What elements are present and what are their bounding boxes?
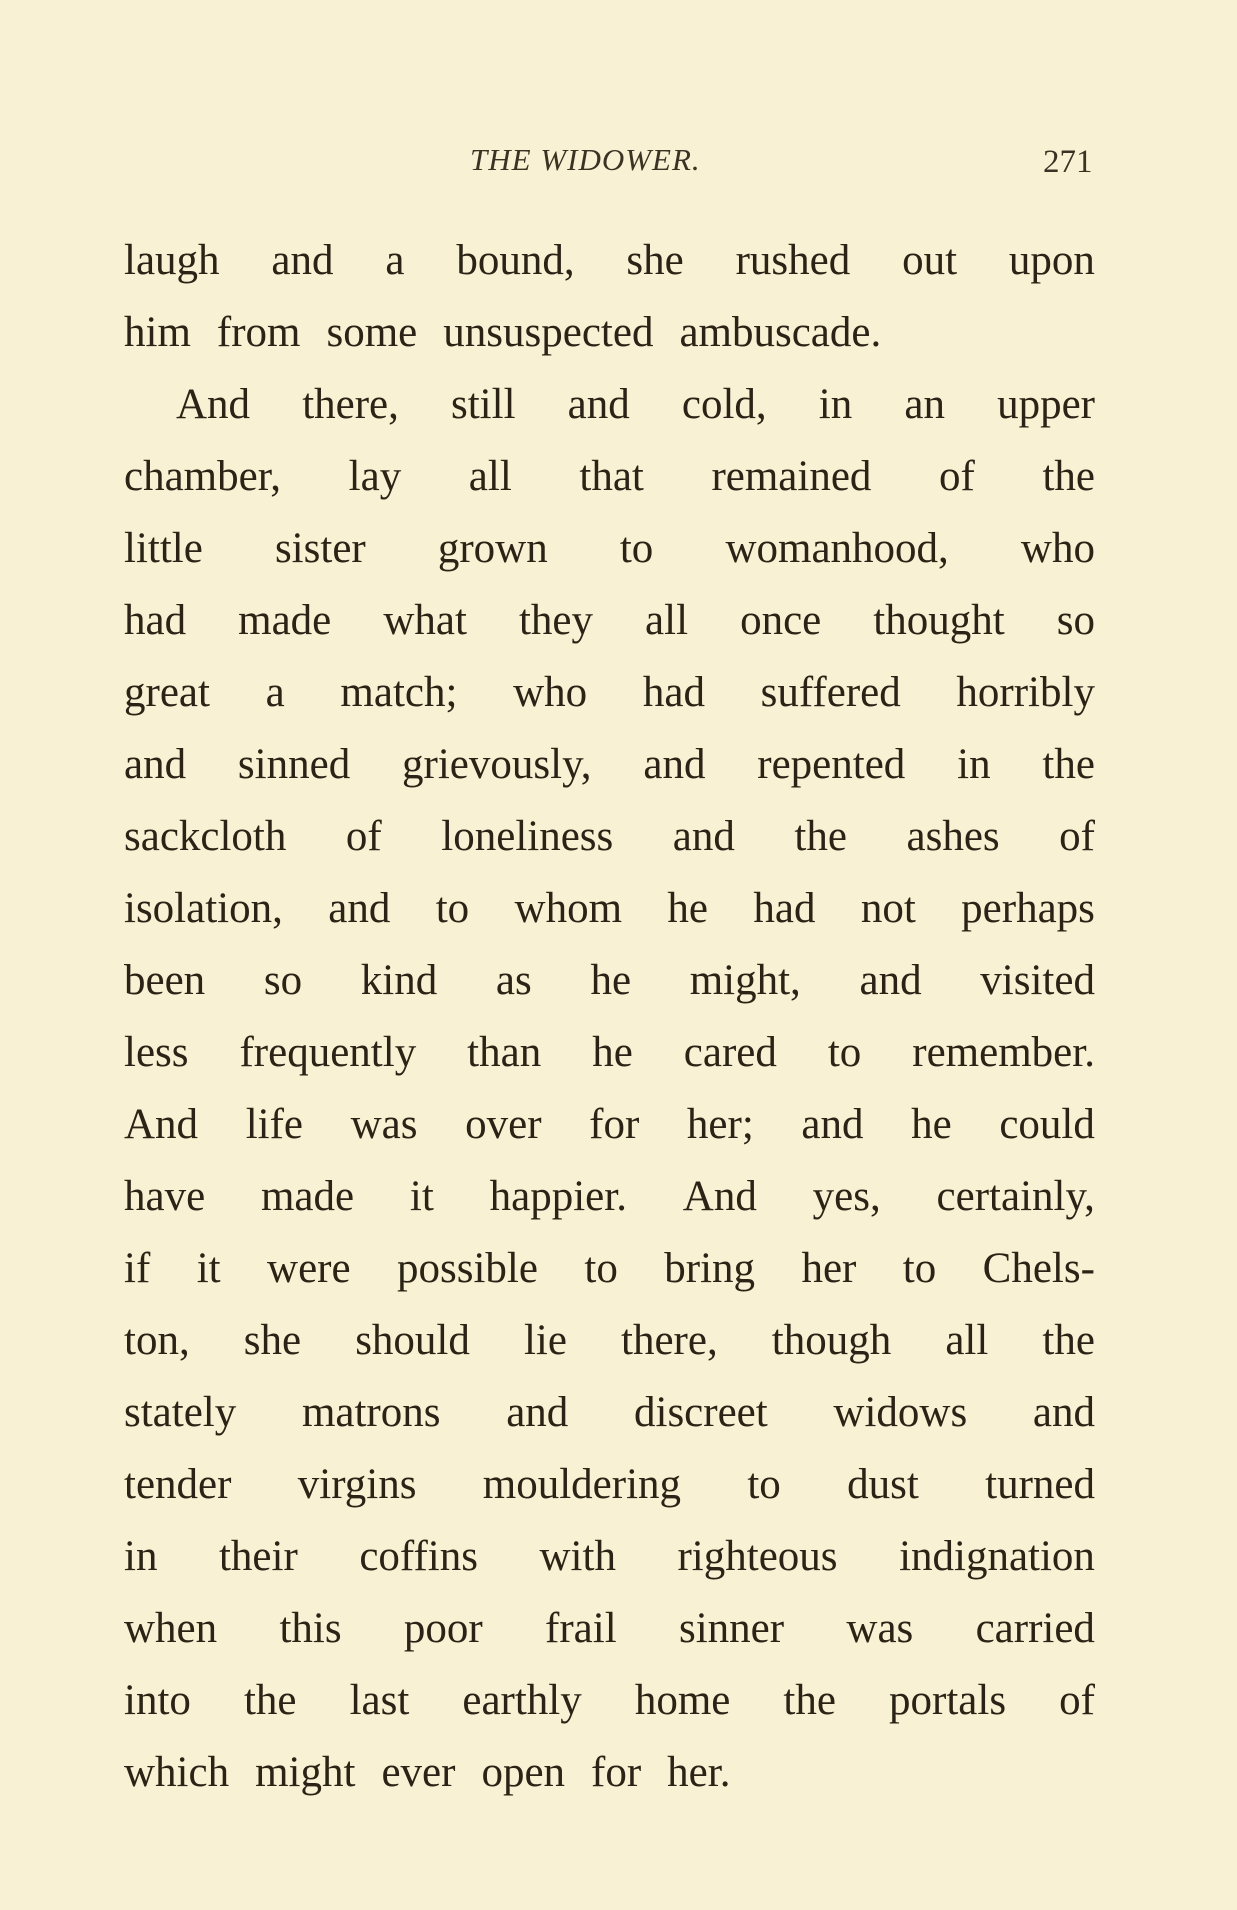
text-line [124,1233,1095,1305]
word: their [218,1533,298,1580]
text-line [124,1593,1095,1665]
word: it [196,1245,221,1292]
word: the [1042,453,1095,500]
word: lay [348,453,402,500]
word: her [801,1245,857,1292]
word: he [911,1101,952,1148]
word: isolation, [124,885,283,932]
word: laugh [124,237,220,284]
word: so [1056,597,1095,644]
word: she [626,237,684,284]
word: in [957,741,991,788]
word: And [682,1173,757,1220]
word: a [265,669,285,716]
word: she [243,1317,302,1364]
word: there, [621,1317,718,1364]
word: happier. [489,1173,627,1220]
word: possible [397,1245,538,1292]
word: indignation [899,1533,1095,1580]
word: earthly [462,1677,582,1724]
body-text [124,225,1095,1809]
text-line [124,1665,1095,1737]
word: for [589,1101,640,1148]
text-line [124,1305,1095,1377]
word: they [518,597,593,644]
text-line [124,945,1095,1017]
word: all [945,1317,989,1364]
word: bring [664,1245,756,1292]
word: to [747,1461,781,1508]
word: last [349,1677,410,1724]
word: portals [889,1677,1007,1724]
word: of [1059,813,1095,860]
text-line [124,1521,1095,1593]
word: to [584,1245,618,1292]
word: into [124,1677,191,1724]
word: if [124,1245,151,1292]
word: Chels- [982,1245,1095,1292]
word: rushed [735,237,851,284]
word: poor [403,1605,483,1652]
word: when [124,1605,218,1652]
word: bound, [456,237,575,284]
word: mouldering [482,1461,682,1508]
text-line [124,225,1095,297]
word: womanhood, [725,525,949,572]
text-line [124,441,1095,513]
word: dust [847,1461,919,1508]
word: ashes [906,813,1000,860]
word: for [591,1749,642,1796]
word: remember. [912,1029,1095,1076]
word: this [279,1605,342,1652]
word: than [467,1029,542,1076]
text-line [124,585,1095,657]
word: which [124,1749,230,1796]
word: And [176,381,251,428]
word: over [465,1101,542,1148]
word: her; [686,1101,754,1148]
word: he [590,957,632,1004]
word: with [539,1533,616,1580]
text-line [124,801,1095,873]
word: could [999,1101,1095,1148]
word: kind [360,957,438,1004]
word: he [592,1029,633,1076]
word: that [579,453,644,500]
word: sinned [237,741,351,788]
word: the [243,1677,297,1724]
text-line [124,657,1095,729]
word: should [355,1317,470,1364]
word: he [667,885,708,932]
word: made [238,597,332,644]
word: carried [975,1605,1095,1652]
word: frail [545,1605,617,1652]
word: might [255,1749,356,1796]
word: the [1042,741,1095,788]
word: cared [683,1029,777,1076]
word: unsuspected [443,309,654,356]
word: all [468,453,512,500]
word: was [350,1101,418,1148]
word: made [260,1173,355,1220]
word: an [904,381,945,428]
word: widows [833,1389,968,1436]
word: in [818,381,853,428]
word: remained [711,453,872,500]
word: to [902,1245,937,1292]
word: as [495,957,532,1004]
word: righteous [677,1533,838,1580]
word: were [267,1245,351,1292]
word: visited [980,957,1095,1004]
word: had [642,669,705,716]
word: sinner [678,1605,785,1652]
word: and [643,741,706,788]
text-line [124,297,1095,369]
word: a [385,237,405,284]
word: frequently [239,1029,417,1076]
text-line [124,1377,1095,1449]
word: and [859,957,922,1004]
text-line [124,1161,1095,1233]
word: the [783,1677,836,1724]
word: to [619,525,654,572]
word: of [939,453,975,500]
word: and [567,381,630,428]
word: grievously, [402,741,592,788]
word: loneliness [441,813,614,860]
word: once [740,597,822,644]
word: what [383,597,467,644]
word: tender [124,1461,232,1508]
word: have [124,1173,206,1220]
word: certainly, [936,1173,1095,1220]
word: though [771,1317,892,1364]
word: upper [997,381,1095,428]
running-head [0,142,1237,182]
word: had [753,885,816,932]
word: matrons [301,1389,441,1436]
word: suffered [760,669,901,716]
word: ever [381,1749,456,1796]
word: him [124,309,191,356]
word: virgins [297,1461,417,1508]
word: who [513,669,588,716]
word: home [634,1677,731,1724]
word: in [124,1533,158,1580]
word: little [124,525,203,572]
word: had [124,597,187,644]
page-number: 271 [1043,144,1093,180]
word: discreet [634,1389,768,1436]
text-line [124,729,1095,801]
word: out [902,237,958,284]
word: and [328,885,391,932]
word: ton, [124,1317,190,1364]
text-line [124,1017,1095,1089]
text-line [124,1449,1095,1521]
text-line [124,513,1095,585]
word: been [124,957,206,1004]
word: grown [437,525,548,572]
word: And [124,1101,199,1148]
text-line [124,873,1095,945]
word: thought [873,597,1005,644]
word: life [245,1101,303,1148]
word: match; [340,669,458,716]
word: great [124,669,210,716]
word: still [451,381,516,428]
word: of [345,813,382,860]
word: and [124,741,187,788]
word: whom [514,885,623,932]
word: and [801,1101,864,1148]
word: might, [689,957,801,1004]
word: and [506,1389,569,1436]
word: perhaps [961,885,1095,932]
word: the [1042,1317,1095,1364]
word: horribly [956,669,1095,716]
word: cold, [681,381,767,428]
word: and [672,813,735,860]
word: not [860,885,916,932]
word: so [263,957,303,1004]
running-title: THE WIDOWER. [470,142,701,177]
word: sackcloth [124,813,287,860]
word: stately [124,1389,237,1436]
word: from [216,309,301,356]
word: it [409,1173,434,1220]
word: repented [757,741,906,788]
word: of [1059,1677,1095,1724]
word: her. [667,1749,731,1796]
word: there, [302,381,399,428]
word: who [1020,525,1095,572]
word: to [827,1029,862,1076]
word: was [846,1605,914,1652]
word: yes, [812,1173,881,1220]
word: less [124,1029,189,1076]
word: lie [523,1317,567,1364]
word: and [271,237,334,284]
word: sister [274,525,366,572]
text-line [124,1737,1095,1809]
word: and [1032,1389,1095,1436]
word: some [326,309,418,356]
word: to [435,885,470,932]
word: coffins [359,1533,478,1580]
word: the [794,813,847,860]
text-line [124,369,1095,441]
word: upon [1008,237,1095,284]
word: turned [985,1461,1095,1508]
word: ambuscade. [679,309,882,356]
text-line [124,1089,1095,1161]
word: all [645,597,689,644]
word: chamber, [124,453,282,500]
word: open [481,1749,566,1796]
